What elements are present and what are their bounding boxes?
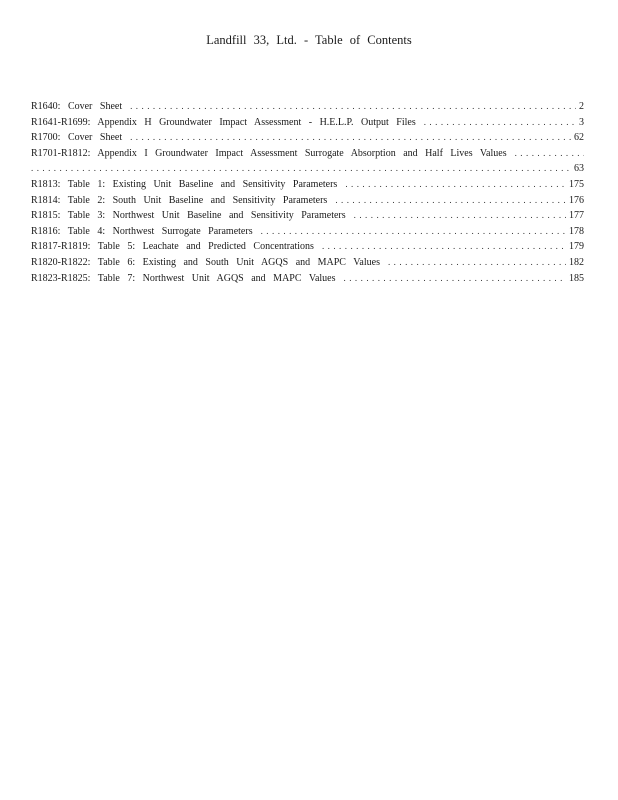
toc-entry-label <box>31 130 130 146</box>
toc-entry-title: Appendix I Groundwater Impact Assessment Surrogate Absorption and Half Lives Values <box>97 147 507 159</box>
toc-entry-label <box>31 146 515 162</box>
dot-leader <box>515 146 584 162</box>
toc-entry-range: R1816: <box>31 225 61 237</box>
toc-entry <box>31 255 584 271</box>
toc-entry-title: Cover Sheet <box>67 101 123 112</box>
toc-entry-page: 3 <box>579 116 584 128</box>
toc-entry-title: Table 5: Leachate and Predicted Concentrations <box>97 241 314 253</box>
toc-entry <box>31 239 584 255</box>
toc-entry-label <box>31 208 354 224</box>
toc-entry-range: R1820-R1822: <box>31 256 91 268</box>
dot-leader <box>31 161 571 177</box>
toc-entry-title: Table 6: Existing and South Unit AGQS and MAPC Values <box>97 256 380 268</box>
toc-entry <box>31 271 584 287</box>
toc-entry-title: Table 1: Existing Unit Baseline and Sensitivity Parameters <box>67 178 338 190</box>
toc-entry-range: R1815: <box>31 210 61 222</box>
toc-entry-range: R1641-R1699: <box>31 116 91 128</box>
toc-entry-page: 185 <box>569 272 584 284</box>
table-of-contents <box>31 99 584 286</box>
toc-entry-label <box>31 224 261 240</box>
toc-entry-page: 175 <box>569 178 584 190</box>
toc-entry-title: Table 4: Northwest Surrogate Parameters <box>67 225 253 237</box>
toc-entry-range: R1817-R1819: <box>31 241 91 253</box>
toc-entry-page: 62 <box>574 132 584 144</box>
toc-entry-page: 63 <box>574 163 584 175</box>
toc-entry <box>31 99 584 115</box>
toc-entry-continuation <box>31 161 584 177</box>
toc-entry <box>31 193 584 209</box>
toc-entry-title: Table 7: Northwest Unit AGQS and MAPC Values <box>97 272 336 284</box>
toc-entry-label <box>31 193 335 209</box>
dot-leader <box>354 208 566 224</box>
toc-entry-range: R1813: <box>31 178 61 190</box>
dot-leader <box>130 99 576 115</box>
dot-leader <box>130 130 571 146</box>
toc-entry-title: Appendix H Groundwater Impact Assessment - H.E.L.P. Output Files <box>97 116 416 128</box>
dot-leader <box>322 239 566 255</box>
dot-leader <box>261 224 566 240</box>
toc-entry-page: 179 <box>569 241 584 253</box>
toc-entry-label <box>31 239 322 255</box>
toc-entry-page: 178 <box>569 225 584 237</box>
toc-entry-title: Table 3: Northwest Unit Baseline and Sensitivity Parameters <box>67 210 346 222</box>
toc-entry-range: R1640: <box>31 101 61 112</box>
dot-leader <box>388 255 566 271</box>
toc-entry-label <box>31 115 424 131</box>
toc-entry-range: R1701-R1812: <box>31 147 91 159</box>
dot-leader <box>345 177 566 193</box>
dot-leader <box>424 115 576 131</box>
toc-entry-label <box>31 177 345 193</box>
toc-entry-page: 177 <box>569 210 584 222</box>
toc-entry-title: Cover Sheet <box>67 132 123 144</box>
toc-entry-range: R1814: <box>31 194 61 206</box>
toc-entry <box>31 146 584 162</box>
page-title: Landfill 33, Ltd. - Table of Contents <box>206 33 412 47</box>
toc-entry <box>31 224 584 240</box>
toc-entry-label <box>31 271 344 287</box>
toc-entry-range: R1700: <box>31 132 61 144</box>
toc-entry <box>31 115 584 131</box>
toc-entry <box>31 177 584 193</box>
toc-entry-label <box>31 255 388 271</box>
toc-entry-title: Table 2: South Unit Baseline and Sensitivity Parameters <box>67 194 328 206</box>
toc-entry-page: 176 <box>569 194 584 206</box>
dot-leader <box>344 271 566 287</box>
toc-entry <box>31 130 584 146</box>
toc-entry <box>31 208 584 224</box>
toc-entry-label <box>31 99 130 115</box>
toc-entry-range: R1823-R1825: <box>31 272 91 284</box>
toc-entry-page: 2 <box>579 101 584 112</box>
toc-entry-page: 182 <box>569 256 584 268</box>
dot-leader <box>335 193 566 209</box>
